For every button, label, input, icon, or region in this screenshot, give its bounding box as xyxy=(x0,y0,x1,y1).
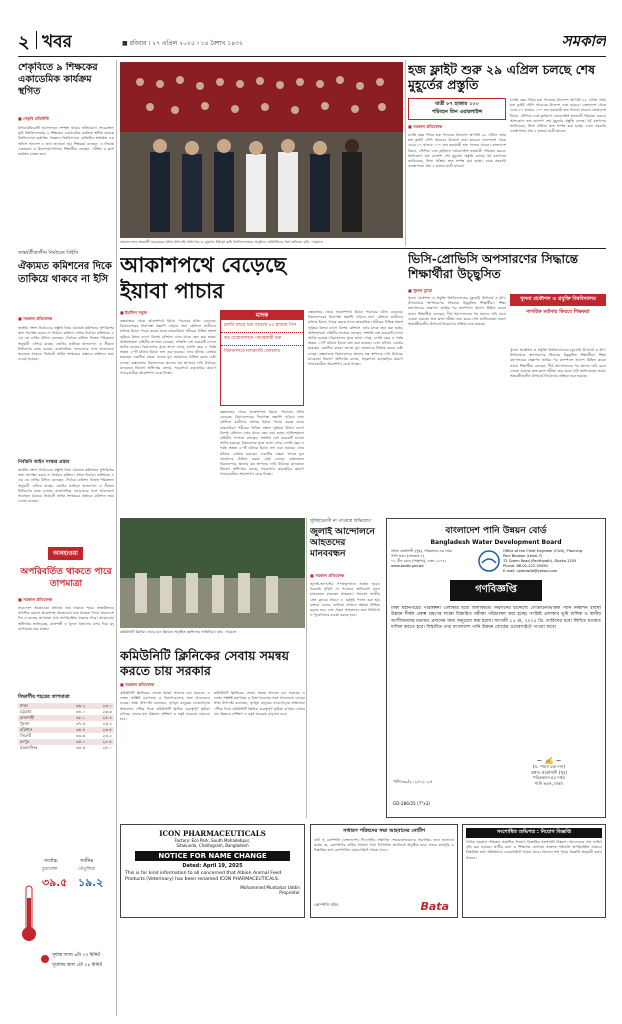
main-photo xyxy=(120,62,403,238)
city-name: চট্টগ্রাম xyxy=(20,709,32,714)
bata-body: বাটা সু কোম্পানি (বাংলাদেশ) পিএলসির সম্মানিত শেয়ারহোল্ডারদের অবগতির জন্য জানানো যাচ্ছে যে, কোম্পানির বার্ষিক সাধারণ সভা ডিজিটাল প্ল্যাটফর্মে অনুষ্ঠিত হবে। সভার কার্যসূচি ও বিস্তারিত তথ্য কোম্পানির ওয়েবসাইটে পাওয়া যাবে। xyxy=(314,838,454,853)
max-temp: ৩৫.৪ xyxy=(75,727,86,732)
column-rule xyxy=(306,518,307,818)
hajj-passengers: যাত্রী ৮৭ হাজার ১০০ xyxy=(435,101,479,107)
story-yaba xyxy=(120,252,403,514)
bwdb-signer: (ড. শামস চন্দ্র দাস) xyxy=(532,764,566,770)
max-temp-place: চুয়াডাঙ্গা xyxy=(42,867,58,872)
thermometer-icon xyxy=(20,884,38,944)
column-rule xyxy=(405,60,406,246)
photo-caption: বাংলাদেশের অন্তর্বর্তী সরকারের প্রধান উপদেষ্টা অধ্যাপক ড. মুহাম্মদ ইউনূস কৃষি বিশ্ববিদ্যালয়ের অনুষ্ঠানে অতিথিদের সঙ্গে ছবিতে। ছবি : সমকাল xyxy=(120,240,323,244)
story-body-2: জাতীয় সংসদ নির্বাচনের প্রস্তুতি নিয়ে ঐক্যমত কমিশনের সুপারিশের জন্য অপেক্ষা করবে না নির্বাচন কমিশন। প্রধান নির্বাচন কমিশনার এ এম এম নাসির উদ্দিন বলেছেন, নির্বাচন কমিশন নিজস্ব পরিকল্পনা অনুযায়ী এগিয়ে যাচ্ছে। ভোটার তালিকা হালনাগাদ ও সীমানা নির্ধারণের কাজ চলছে। রাজনৈতিক দলগুলোর সঙ্গে আলোচনা অব্যাহত থাকবে। নির্বাচনী আইন সংস্কারের প্রস্তাবও কমিশনে জমা দেওয়া হয়েছে। xyxy=(18,468,114,504)
story-shekrbi xyxy=(18,62,114,244)
story-vc xyxy=(408,252,606,514)
story-kicker: সুবিধাভোগী না পাওয়ার অভিযোগ xyxy=(310,519,371,524)
icon-signer-title: Proprietor xyxy=(279,890,300,895)
icon-pharma-ad xyxy=(120,824,305,918)
bwdb-left-2: পানি ভবন (লেভেল-৭) xyxy=(391,554,425,558)
notice-title: গণবিজ্ঞপ্তি xyxy=(450,580,542,601)
story-title: জুলাই আন্দোলনে আহতদের মানববন্ধন xyxy=(310,527,375,559)
city-name: রংপুর xyxy=(20,739,30,744)
icon-date: Dated: April 19, 2025 xyxy=(182,863,243,869)
icon-address-1: Factory: Eco Park, South Mohadebpur, xyxy=(174,838,251,843)
city-name: ময়মনসিংহ xyxy=(20,745,38,750)
story-title: আকাশপথে বেড়েছে ইয়াবা পাচার xyxy=(120,252,287,303)
factbox-item: চলতি বছরে ধরা পড়েছে ৪০ হাজার পিস xyxy=(221,320,303,333)
bwdb-right-3: 72 Green Road (Panthpath), Dhaka-1205 xyxy=(503,559,577,563)
bata-logo: Bata xyxy=(420,900,449,913)
hajj-stat-box xyxy=(408,98,506,120)
story-kicker: অন্তর্বর্তীকালীন নির্বাচনে সিইসি xyxy=(18,250,79,256)
page-number: ২ xyxy=(18,32,30,53)
bwdb-name-en: Bangladesh Water Development Board xyxy=(430,539,562,546)
temp-table-title: বিভাগীয় শহরের তাপমাত্রা xyxy=(18,694,70,700)
bwdb-left-1: প্রধান প্রকৌশলী (পুর), পরিকল্পনা-এর দপ্তর xyxy=(391,549,452,553)
min-temp-label: সর্বনিম্ন xyxy=(80,858,94,864)
story-title: ভিসি-প্রোভিসি অপসারণের সিদ্ধান্তে শিক্ষার্থীরা উচ্ছ্বসিত xyxy=(408,252,579,281)
weather-label: আবহাওয়া xyxy=(48,547,83,560)
bwdb-signer-office: পরিকল্পনা-এর দপ্তর xyxy=(532,775,566,781)
story-body: খুলনা প্রকৌশল ও প্রযুক্তি বিশ্ববিদ্যালয়ের (কুয়েট) উপাচার্য ও উপ-উপাচার্যকে অপসারণের সিদ্ধান্তে উচ্ছ্বসিত শিক্ষার্থীরা। শিক্ষা মন্ত্রণালয়ের প্রজ্ঞাপন জারির পর ক্যাম্পাসে আনন্দ মিছিল করেন তারা। শিক্ষার্থীরা বলছেন, দীর্ঘ আন্দোলনের পর তাদের দাবি মেনে নেওয়া হয়েছে। দ্রুত ক্লাস-পরীক্ষা শুরু করার দাবি জানিয়েছেন তারা। অন্তর্বর্তীকালীন উপাচার্য নিয়োগের প্রক্রিয়া শুরু হয়েছে। xyxy=(408,296,506,327)
city-name: খুলনা xyxy=(20,721,30,726)
vc-sidebar xyxy=(510,294,606,346)
min-temp: ২৪.৫ xyxy=(102,739,112,744)
bwdb-signer-title: প্রধান প্রকৌশলী (পুর) xyxy=(531,769,567,775)
story-body: চলতি বছর পবিত্র হজ পালনের উদ্দেশ্যে আগামী ২৯ এপ্রিল প্রথম হজ ফ্লাইট সৌদি আরবের উদ্দেশে ঢাকা ছাড়বে। বাংলাদেশ থেকে এবার ৮৭ হাজার ১০০ জন হজযাত্রী হজ পালনে যাবেন। বাংলাদেশ বিমান, সৌদিয়া এবং ফ্লাইনাস এয়ারলাইন্স হজযাত্রী পরিবহন করবে। আশকোনা হজ ক্যাম্পে শেষ মুহূর্তের প্রস্তুতি চলছে। ধর্ম মন্ত্রণালয় জানিয়েছে, ভিসা প্রক্রিয়া দ্রুত সম্পন্ন করা হচ্ছে। এবার সরকারি ব্যবস্থাপনায় প্রায় ৫ হাজার যাত্রী যাবেন। xyxy=(408,133,506,169)
max-temp: ৩৭.৫ xyxy=(75,721,86,726)
notice-body: ঢাকা মহানগরের পরিকল্পনা এলাকার মধ্যে জলাবদ্ধতা নিরসনের উদ্দেশ্যে গোডাউনভিত্তিক পানি নিষ্কাশন ব্যবস্থা উন্নয়ন শীর্ষক প্রকল্প গ্রহণের লক্ষ্যে বিস্তারিত সমীক্ষা পরিচালনা করা হচ্ছে। সংশ্লিষ্ট এলাকার ভূমি মালিক ও স্থানীয় অংশীজনদের মতামত প্রদানের জন্য অনুরোধ করা হলো। আগামী ১৫ মে, ২০২৫ খ্রি. তারিখের মধ্যে লিখিত মতামত দাখিল করতে হবে। বিস্তারিত তথ্য বাংলাদেশ পানি উন্নয়ন বোর্ডের ওয়েবসাইটে পাওয়া যাবে। xyxy=(391,606,601,631)
min-temp: ২৫.০ xyxy=(102,745,112,750)
header-date: ■ রবিবার । ২৭ এপ্রিল ২০২৫ । ১৪ বৈশাখ ১৪৩২ xyxy=(122,40,243,47)
bwdb-left-3: ৭২ গ্রীন রোড (পান্থপথ), ঢাকা-১২০৫। xyxy=(391,559,447,563)
city-name: সিলেট xyxy=(20,733,32,738)
bwdb-signer-addr: পানি ভবন, ঢাকা। xyxy=(534,780,564,786)
yaba-left-col xyxy=(120,310,216,519)
icon-headline: NOTICE FOR NAME CHANGE xyxy=(135,851,290,861)
min-temp: ২৬.০ xyxy=(102,703,112,708)
community-photo xyxy=(120,518,305,628)
section-rule xyxy=(120,248,606,249)
weather-section xyxy=(18,540,114,1014)
story-body: জুলাই-আগস্টের গণঅভ্যুত্থানে আহত হয়েও সরকারি সুবিধা না পাওয়ার অভিযোগ তুলে মানববন্ধন করেছেন আহতরা। গতকাল জাতীয় প্রেস ক্লাবের সামনে এ কর্মসূচি পালন করা হয়। বক্তারা বলেন, তালিকা প্রণয়নে স্বচ্ছতা নিশ্চিত করতে হবে এবং প্রকৃত আহতদের দ্রুত চিকিৎসা ও পুনর্বাসনের ব্যবস্থা করতে হবে। xyxy=(310,582,380,618)
bwdb-gd: GD-286/25 (7"x3) xyxy=(393,801,431,806)
yaba-factbox xyxy=(220,310,304,406)
story-byline: ■ সমকাল প্রতিবেদক xyxy=(408,124,443,129)
min-temp: ২৬.২ xyxy=(102,721,112,726)
story-body-3: কক্সবাজার থেকে আকাশপথে ইয়াবা পাচারের ঘটনা বেড়েছে। বিমানবন্দরের নিরাপত্তা তল্লাশি এড়িয়ে নানা কৌশলে যাত্রীদের মাধ্যমে ইয়াবা পাচার করছে মাদক কারবারিরা। শরীরের বিভিন্ন অংশে লুকিয়ে কিংবা ব্যাগে বিশেষ কৌশলে এসব মাদক বহন করা হচ্ছে। আইনশৃঙ্খলা বাহিনীর সদস্যরা বলছেন, সম্প্রতি বেশ কয়েকটি চালান আটক হয়েছে। বিমানবন্দর সূত্রে জানা গেছে, চলতি বছর এ পর্যন্ত অন্তত ২০টি ঘটনায় ইয়াবা জব্দ করা হয়েছে। এসব ঘটনায় গ্রেপ্তার হয়েছেন একাধিক বাহক। তদন্তে মূল হোতাদের চিহ্নিত করার চেষ্টা চলছে। কক্সবাজার বিমানবন্দরে স্ক্যানার যন্ত্র স্থাপনের দাবি উঠেছে। মাদকদ্রব্য নিয়ন্ত্রণ অধিদপ্তর বলছে, সড়কপথে কড়াকড়ির কারণে পাচারকারীরা আকাশপথ বেছে নিচ্ছে। xyxy=(308,310,403,367)
story-body-2: কমিউনিটি ক্লিনিকের সেবায় সমন্বয় আনতে চায় সরকার। এ লক্ষ্যে সংশ্লিষ্ট মন্ত্রণালয় ও বিভাগগুলোর সঙ্গে আলোচনা চলছে। স্বাস্থ্য উপদেষ্টা বলেছেন, তৃণমূল মানুষের দোরগোড়ায় স্বাস্থ্যসেবা পৌঁছে দিতে কমিউনিটি ক্লিনিক গুরুত্বপূর্ণ ভূমিকা রাখছে। সেবার মান উন্নয়নে প্রশিক্ষণ ও ওষুধ সরবরাহ বাড়ানো হবে। xyxy=(214,691,305,716)
bata-ad xyxy=(310,824,458,918)
story-byline: ■ শেকৃবি প্রতিনিধি xyxy=(18,116,49,121)
bwdb-logo-icon xyxy=(477,549,501,573)
max-temp-value: ৩৯.৫ xyxy=(42,876,68,889)
story-ec xyxy=(18,250,114,534)
bwdb-right-5: E-mail: cplanwdb@yahoo.com xyxy=(503,569,558,573)
story-byline: ■ ইয়াসিন সবুজ xyxy=(120,310,147,315)
max-temp: ৩৮.০ xyxy=(75,715,86,720)
weather-byline: ■ সমকাল প্রতিবেদক xyxy=(18,597,53,602)
max-temp: ৩৬.২ xyxy=(75,703,86,708)
bwdb-name-bn: বাংলাদেশ পানি উন্নয়ন বোর্ড xyxy=(445,526,547,536)
recruit-body: দৈনিক সমকাল পত্রিকায় প্রকাশিত নিয়োগ বিজ্ঞপ্তির সংশোধনী নিম্নরূপ: আবেদনের শেষ তারিখ বৃদ্ধি করা হয়েছে। প্রার্থীর বয়স ও শিক্ষাগত যোগ্যতা সংক্রান্ত শর্তাবলি অপরিবর্তিত থাকবে। বিস্তারিত তথ্য প্রতিষ্ঠানের ওয়েবসাইটে পাওয়া যাবে। অন্যান্য শর্ত পূর্বের বিজ্ঞপ্তি অনুযায়ী বহাল থাকবে। xyxy=(466,840,602,860)
max-temp: ৩৪.৫ xyxy=(75,745,86,750)
header-divider xyxy=(36,31,37,49)
min-temp-value: ১৯.২ xyxy=(78,876,104,889)
story-byline: ■ খুলনা ব্যুরো xyxy=(408,288,433,293)
column-rule xyxy=(116,60,117,1016)
community-image xyxy=(120,518,305,628)
masthead-logo: সমকাল xyxy=(561,32,606,50)
max-temp-label: সর্বোচ্চ xyxy=(44,858,58,864)
story-title: শেকৃবিতে ৯ শিক্ষকের একাডেমিক কার্যক্রম স্থগিত xyxy=(18,62,98,97)
bata-title: সাধারণ পরিষদের সভা আহবানের নোটিশ xyxy=(343,828,425,834)
story-byline: ■ সমকাল প্রতিবেদক xyxy=(120,682,155,687)
factbox-item: বড় চোরাচালানে পাচারকারী চক্র xyxy=(221,333,303,346)
temp-extremes xyxy=(18,856,114,976)
temp-row xyxy=(18,745,114,751)
min-temp: ২৬.৫ xyxy=(102,727,112,732)
story-body-2: খুলনা প্রকৌশল ও প্রযুক্তি বিশ্ববিদ্যালয়ের (কুয়েট) উপাচার্য ও উপ-উপাচার্যকে অপসারণের সিদ্ধান্তে উচ্ছ্বসিত শিক্ষার্থীরা। শিক্ষা মন্ত্রণালয়ের প্রজ্ঞাপন জারির পর ক্যাম্পাসে আনন্দ মিছিল করেন তারা। শিক্ষার্থীরা বলছেন, দীর্ঘ আন্দোলনের পর তাদের দাবি মেনে নেওয়া হয়েছে। দ্রুত ক্লাস-পরীক্ষা শুরু করার দাবি জানিয়েছেন তারা। অন্তর্বর্তীকালীন উপাচার্য নিয়োগের প্রক্রিয়া শুরু হয়েছে। xyxy=(510,348,606,379)
bwdb-ref: পানি-৬৯/২০২৪-২০২৫ xyxy=(393,779,433,784)
recruit-ad xyxy=(462,824,606,918)
weather-body: সারাদেশে আবহাওয়া প্রধানত শুষ্ক থাকতে পারে। অস্থায়ীভাবে আংশিক মেঘলা আকাশসহ আবহাওয়া শুষ্ক থাকতে পারে। সারাদেশে দিন ও রাতের তাপমাত্রা প্রায় অপরিবর্তিত থাকতে পারে। আবহাওয়া অধিদপ্তর জানিয়েছে, রাজশাহী ও খুলনা বিভাগের ওপর দিয়ে মৃদু তাপপ্রবাহ বয়ে যাচ্ছে। xyxy=(18,606,114,631)
min-temp-place: তেঁতুলিয়া xyxy=(78,867,96,872)
page-header xyxy=(18,28,606,54)
photo-image xyxy=(120,62,403,238)
icon-body: This is for kind information to all concerned that Albion Animal Feed Products (Veterinary) has been renamed ICON PHARMACEUTICALS. xyxy=(125,871,282,882)
temp-table xyxy=(18,703,114,751)
story-body-2: কক্সবাজার থেকে আকাশপথে ইয়াবা পাচারের ঘটনা বেড়েছে। বিমানবন্দরের নিরাপত্তা তল্লাশি এড়িয়ে নানা কৌশলে যাত্রীদের মাধ্যমে ইয়াবা পাচার করছে মাদক কারবারিরা। শরীরের বিভিন্ন অংশে লুকিয়ে কিংবা ব্যাগে বিশেষ কৌশলে এসব মাদক বহন করা হচ্ছে। আইনশৃঙ্খলা বাহিনীর সদস্যরা বলছেন, সম্প্রতি বেশ কয়েকটি চালান আটক হয়েছে। বিমানবন্দর সূত্রে জানা গেছে, চলতি বছর এ পর্যন্ত অন্তত ২০টি ঘটনায় ইয়াবা জব্দ করা হয়েছে। এসব ঘটনায় গ্রেপ্তার হয়েছেন একাধিক বাহক। তদন্তে মূল হোতাদের চিহ্নিত করার চেষ্টা চলছে। কক্সবাজার বিমানবন্দরে স্ক্যানার যন্ত্র স্থাপনের দাবি উঠেছে। মাদকদ্রব্য নিয়ন্ত্রণ অধিদপ্তর বলছে, সড়কপথে কড়াকড়ির কারণে পাচারকারীরা আকাশপথ বেছে নিচ্ছে। xyxy=(220,410,304,477)
bwdb-right-1: Office of the Chief Engineer (Civil), Planning xyxy=(503,549,583,553)
sun-icon xyxy=(38,952,52,966)
max-temp: ৩৩.৬ xyxy=(75,733,86,738)
min-temp: ২৩.২ xyxy=(102,733,112,738)
recruit-title: সংশোধিত শুদ্ধিপত্র : নিয়োগ বিজ্ঞপ্তি xyxy=(466,828,602,838)
story-body: উপাচার্যবিরোধী আন্দোলনে সম্পৃক্ত থাকার অভিযোগে শেরেবাংলা কৃষি বিশ্ববিদ্যালয়ের ৯ শিক্ষকের একাডেমিক কার্যক্রম স্থগিত করেছে বিশ্ববিদ্যালয় কর্তৃপক্ষ। গতকাল বিশ্ববিদ্যালয় রেজিস্ট্রার স্বাক্ষরিত এক অফিস আদেশে এ তথ্য জানানো হয়। শিক্ষকরা বলছেন, এ সিদ্ধান্ত একতরফা ও উদ্দেশ্যপ্রণোদিত। শিক্ষার্থীরা বলছেন, পরীক্ষা ও ক্লাস কার্যক্রম ব্যাহত হবে। xyxy=(18,126,114,157)
vc-uni-name: খুলনা প্রকৌশল ও প্রযুক্তি বিশ্ববিদ্যালয় xyxy=(510,294,606,306)
min-temp: ২৫.৪ xyxy=(102,715,112,720)
bwdb-left-4: www.bwdb.gov.bd xyxy=(391,564,424,568)
weather-title: অপরিবর্তিত থাকতে পারে তাপমাত্রা xyxy=(20,567,112,589)
icon-address-2: Sitakunda, Chattogram, Bangladesh xyxy=(176,843,249,848)
hajj-airlines: পরিবহন তিন এয়ারলাইন্স xyxy=(431,109,483,115)
story-subhead: নির্বাচনি আইন সংস্কার প্রস্তাব xyxy=(18,460,70,465)
story-body: কক্সবাজার থেকে আকাশপথে ইয়াবা পাচারের ঘটনা বেড়েছে। বিমানবন্দরের নিরাপত্তা তল্লাশি এড়িয়ে নানা কৌশলে যাত্রীদের মাধ্যমে ইয়াবা পাচার করছে মাদক কারবারিরা। শরীরের বিভিন্ন অংশে লুকিয়ে কিংবা ব্যাগে বিশেষ কৌশলে এসব মাদক বহন করা হচ্ছে। আইনশৃঙ্খলা বাহিনীর সদস্যরা বলছেন, সম্প্রতি বেশ কয়েকটি চালান আটক হয়েছে। বিমানবন্দর সূত্রে জানা গেছে, চলতি বছর এ পর্যন্ত অন্তত ২০টি ঘটনায় ইয়াবা জব্দ করা হয়েছে। এসব ঘটনায় গ্রেপ্তার হয়েছেন একাধিক বাহক। তদন্তে মূল হোতাদের চিহ্নিত করার চেষ্টা চলছে। কক্সবাজার বিমানবন্দরে স্ক্যানার যন্ত্র স্থাপনের দাবি উঠেছে। মাদকদ্রব্য নিয়ন্ত্রণ অধিদপ্তর বলছে, সড়কপথে কড়াকড়ির কারণে পাচারকারীরা আকাশপথ বেছে নিচ্ছে। xyxy=(120,319,216,376)
max-temp: ৩৫.০ xyxy=(75,739,86,744)
story-title: ঐক্যমত কমিশনের দিকে তাকিয়ে থাকবে না ইসি xyxy=(18,261,112,285)
story-community xyxy=(120,648,305,818)
icon-company: ICON PHARMACEUTICALS xyxy=(159,829,266,838)
story-byline: ■ সমকাল প্রতিবেদক xyxy=(310,573,345,578)
bata-signer: কোম্পানি সচিব xyxy=(314,902,339,907)
vc-sub-title: নাগরিক মর্যাদায় ফিরবে শিক্ষকরা xyxy=(526,309,590,315)
factbox-title: মাদক xyxy=(221,311,303,320)
story-july xyxy=(310,518,380,818)
story-byline: ■ সমকাল প্রতিবেদক xyxy=(18,316,53,321)
bwdb-right-2: Pani Bhaban (Level-7) xyxy=(503,554,543,558)
city-name: বরিশাল xyxy=(20,727,33,732)
story-body: কমিউনিটি ক্লিনিকের সেবায় সমন্বয় আনতে চায় সরকার। এ লক্ষ্যে সংশ্লিষ্ট মন্ত্রণালয় ও বিভাগগুলোর সঙ্গে আলোচনা চলছে। স্বাস্থ্য উপদেষ্টা বলেছেন, তৃণমূল মানুষের দোরগোড়ায় স্বাস্থ্যসেবা পৌঁছে দিতে কমিউনিটি ক্লিনিক গুরুত্বপূর্ণ ভূমিকা রাখছে। সেবার মান উন্নয়নে প্রশিক্ষণ ও ওষুধ সরবরাহ বাড়ানো হবে। xyxy=(120,691,210,722)
story-body-2: চলতি বছর পবিত্র হজ পালনের উদ্দেশ্যে আগামী ২৯ এপ্রিল প্রথম হজ ফ্লাইট সৌদি আরবের উদ্দেশে ঢাকা ছাড়বে। বাংলাদেশ থেকে এবার ৮৭ হাজার ১০০ জন হজযাত্রী হজ পালনে যাবেন। বাংলাদেশ বিমান, সৌদিয়া এবং ফ্লাইনাস এয়ারলাইন্স হজযাত্রী পরিবহন করবে। আশকোনা হজ ক্যাম্পে শেষ মুহূর্তের প্রস্তুতি চলছে। ধর্ম মন্ত্রণালয় জানিয়েছে, ভিসা প্রক্রিয়া দ্রুত সম্পন্ন করা হচ্ছে। এবার সরকারি ব্যবস্থাপনায় প্রায় ৫ হাজার যাত্রী যাবেন। xyxy=(510,98,606,134)
sunrise-time: সূর্যোদয় কাল ৫টা ২৪ মিনিট xyxy=(52,963,102,968)
story-title: কমিউনিটি ক্লিনিকের সেবায় সমন্বয় করতে চায় সরকার xyxy=(120,648,289,678)
max-temp: ৩৪.০ xyxy=(75,709,86,714)
city-name: ঢাকা xyxy=(20,703,28,708)
sunset-time: সূর্যাস্ত আজ ৬টা ২৩ মিনিট xyxy=(52,953,100,958)
bwdb-ad xyxy=(386,518,606,818)
bwdb-signature-mark: ~ ✍ ~ xyxy=(536,757,562,765)
story-hajj xyxy=(408,62,606,240)
community-caption: কমিউনিটি ক্লিনিক সেবার মান উন্নয়নে অনুষ্ঠিত কর্মশালায় অতিথিরা। ছবি : সমকাল xyxy=(120,630,237,634)
bwdb-right-4: Phone: 88-02-222-30090 xyxy=(503,564,548,568)
icon-signer: Mohammed Muntahar Uddin xyxy=(240,885,300,890)
min-temp: ২৬.৬ xyxy=(102,709,112,714)
factbox-item: বিমানবন্দরে নজরদারি জোরদার xyxy=(224,349,280,354)
story-title: হজ ফ্লাইট শুরু ২৯ এপ্রিল চলছে শেষ মুহূর্তের প্রস্তুতি xyxy=(408,62,595,92)
story-body: জাতীয় সংসদ নির্বাচনের প্রস্তুতি নিয়ে ঐক্যমত কমিশনের সুপারিশের জন্য অপেক্ষা করবে না নির্বাচন কমিশন। প্রধান নির্বাচন কমিশনার এ এম এম নাসির উদ্দিন বলেছেন, নির্বাচন কমিশন নিজস্ব পরিকল্পনা অনুযায়ী এগিয়ে যাচ্ছে। ভোটার তালিকা হালনাগাদ ও সীমানা নির্ধারণের কাজ চলছে। রাজনৈতিক দলগুলোর সঙ্গে আলোচনা অব্যাহত থাকবে। নির্বাচনী আইন সংস্কারের প্রস্তাবও কমিশনে জমা দেওয়া হয়েছে। xyxy=(18,326,114,362)
bwdb-signature-block xyxy=(501,759,597,786)
city-name: রাজশাহী xyxy=(20,715,35,720)
header-rule xyxy=(18,56,606,57)
section-name: খবর xyxy=(42,32,72,52)
